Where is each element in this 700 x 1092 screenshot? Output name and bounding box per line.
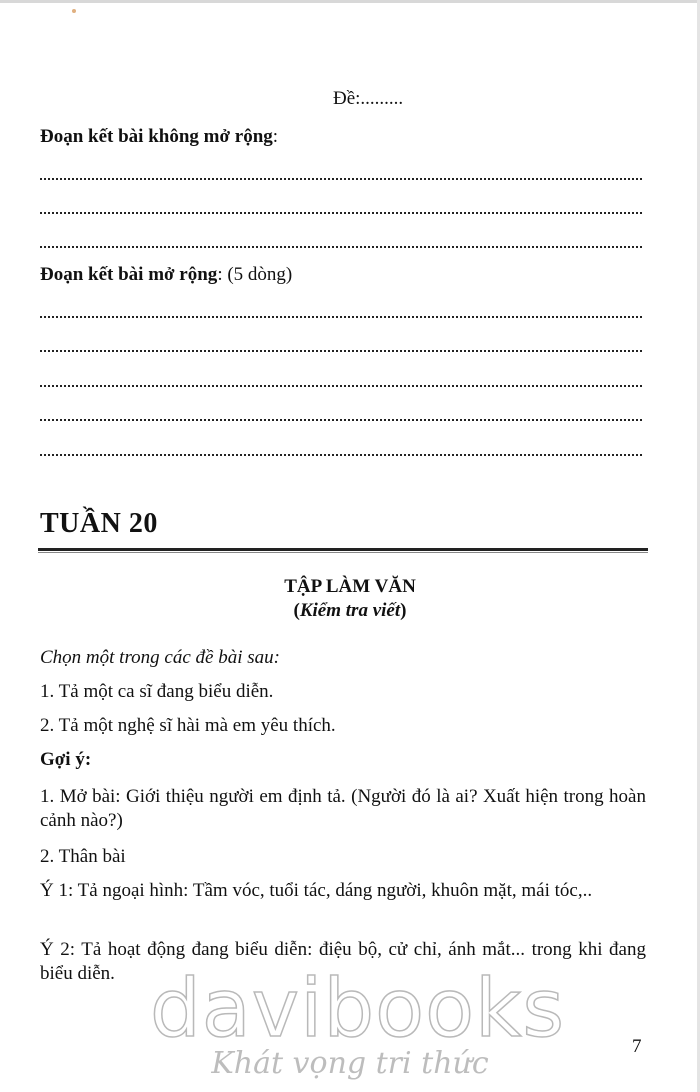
section-heading-no-extension	[40, 126, 278, 148]
topic-item: 2. Tả một nghệ sĩ hài mà em yêu thích.	[40, 715, 336, 736]
hint-item: 2. Thân bài	[40, 846, 126, 867]
topic-item: 1. Tả một ca sĩ đang biểu diễn.	[40, 681, 274, 702]
answer-line	[40, 350, 642, 352]
answer-line	[40, 316, 642, 318]
lesson-subtitle	[0, 600, 700, 622]
lesson-subtitle-text: Kiểm tra viết	[299, 600, 401, 621]
week-divider	[38, 548, 648, 551]
topic-placeholder: Đề:.........	[333, 88, 404, 109]
answer-line	[40, 454, 642, 456]
hint-item: 1. Mở bài: Giới thiệu người em định tả. (Người đó là ai? Xuất hiện trong hoàn cảnh nào?)	[40, 786, 646, 831]
scan-edge	[0, 0, 700, 3]
section-heading-label: Đoạn kết bài mở rộng	[40, 264, 218, 285]
answer-line	[40, 385, 642, 387]
paren-close: )	[400, 600, 407, 621]
scan-speck	[72, 9, 76, 13]
answer-line	[40, 178, 642, 180]
hint-label: Gợi ý:	[40, 749, 92, 770]
lesson-title: TẬP LÀM VĂN	[284, 576, 416, 597]
instruction: Chọn một trong các đề bài sau:	[40, 647, 280, 668]
watermark-slogan: Khát vọng tri thức	[211, 1046, 489, 1081]
week-title: TUẦN 20	[40, 508, 158, 539]
hint-item: Ý 2: Tả hoạt động đang biểu diễn: điệu bộ, cử chỉ, ánh mắt... trong khi đang biểu diễn.	[40, 939, 646, 984]
watermark-brand: davibooks	[150, 962, 566, 1055]
section-heading-extended	[40, 264, 292, 286]
answer-line	[40, 212, 642, 214]
answer-line	[40, 246, 642, 248]
section-heading-suffix: : (5 dòng)	[217, 264, 293, 285]
page-number: 7	[632, 1036, 642, 1057]
section-heading-label: Đoạn kết bài không mở rộng	[40, 126, 273, 147]
week-divider-shadow	[38, 552, 648, 553]
section-heading-suffix: :	[272, 126, 279, 147]
answer-line	[40, 419, 642, 421]
paren-open: (	[293, 600, 300, 621]
hint-item: Ý 1: Tả ngoại hình: Tầm vóc, tuổi tác, dáng người, khuôn mặt, mái tóc,..	[40, 880, 593, 901]
